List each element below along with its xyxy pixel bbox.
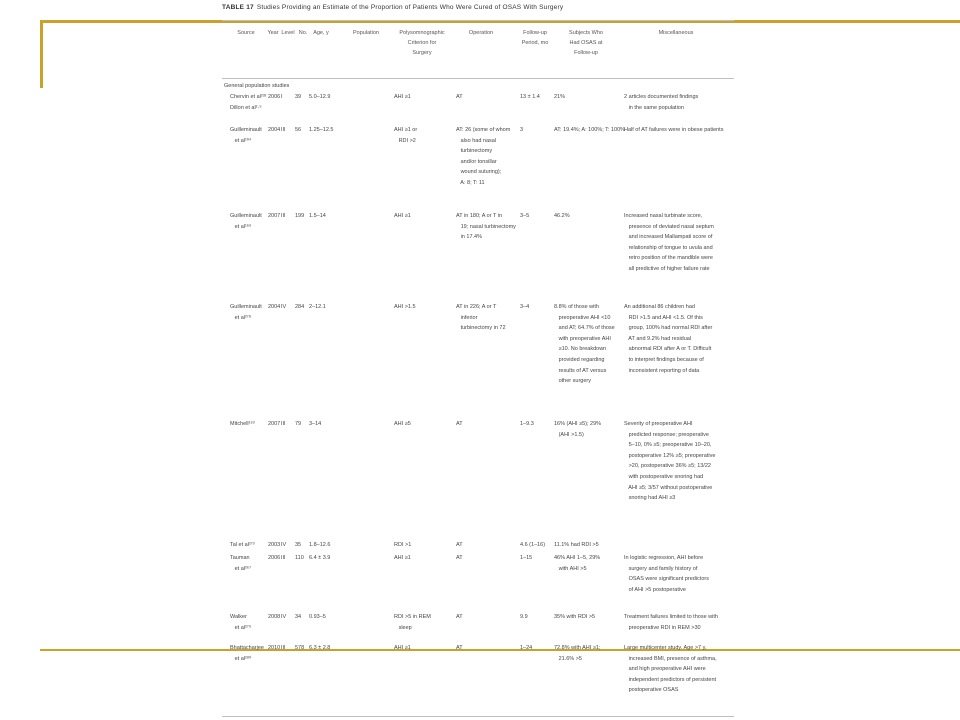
- cell-no: 39: [295, 94, 302, 100]
- cell-subjects: 8.8% of those with preoperative AHI <10 and AT; 64.7% of those with preoperative AHI ≥10. No breakdown provided regarding results of AT versus other surgery: [554, 304, 615, 385]
- cell-level: III: [281, 421, 286, 427]
- cell-criterion: AHI ≥1 or RDI >2: [394, 127, 418, 144]
- cell-criterion: AHI ≥5: [394, 421, 411, 427]
- cell-criterion: AHI ≥1: [394, 213, 411, 219]
- cell-operation: AT: [456, 421, 463, 427]
- cell-operation: AT: [456, 555, 463, 561]
- cell-level: III: [281, 127, 286, 133]
- header-no: No.: [298, 30, 308, 36]
- cell-age: 6.3 ± 2.8: [309, 645, 331, 651]
- cell-followup: 9.9: [520, 614, 528, 620]
- cell-subjects: 35% with RDI >5: [554, 614, 596, 620]
- cell-criterion: AHI ≥1: [394, 94, 411, 100]
- cell-followup: 13 ± 1.4: [520, 94, 540, 100]
- cell-subjects: 46.2%: [554, 213, 570, 219]
- cell-subjects: 21%: [554, 94, 566, 100]
- cell-level: IV: [281, 614, 287, 620]
- cell-age: 6.4 ± 3.9: [309, 555, 331, 561]
- cell-subjects: 11.1% had RDI >5: [554, 542, 599, 548]
- cell-followup: 1–9.3: [520, 421, 534, 427]
- cell-subjects: AT: 19.4%; A: 100%; T: 100%: [554, 127, 626, 133]
- cell-year: 2007: [268, 421, 281, 427]
- cell-year: 2008: [268, 614, 281, 620]
- cell-followup: 1–15: [520, 555, 533, 561]
- cell-no: 35: [295, 542, 302, 548]
- cell-source: Mitchell¹⁶³: [230, 421, 255, 427]
- header-age: Age, y: [313, 30, 329, 36]
- cell-misc: Increased nasal turbinate score, presence of deviated nasal septum and increased Mallampati score of relationship of tongue to uvula and retro position of the mandible were all predictive of higher failure rate: [624, 213, 714, 272]
- cell-level: III: [281, 645, 286, 651]
- cell-year: 2007: [268, 213, 281, 219]
- cell-followup: 3–4: [520, 304, 530, 310]
- cell-operation: AT in 180; A or T in 19; nasal turbinectomy in 17.4%: [456, 213, 516, 241]
- cell-misc: In logistic regression, AHI before surgery and family history of OSAS were significant predictors of AHI >5 postoperative: [624, 555, 709, 593]
- cell-level: IV: [281, 542, 287, 548]
- cell-source: Guilleminault et al¹⁰⁴: [230, 127, 262, 144]
- cell-year: 2010: [268, 645, 281, 651]
- cell-criterion: AHI ≥1: [394, 645, 411, 651]
- header-top-rule: [222, 20, 734, 21]
- cell-year: 2004: [268, 304, 281, 310]
- cell-criterion: RDI >1: [394, 542, 412, 548]
- table-title: Studies Providing an Estimate of the Proportion of Patients Who Were Cured of OSAS With Surgery: [256, 4, 564, 11]
- cell-no: 79: [295, 421, 302, 427]
- cell-age: 0.93–5: [309, 614, 326, 620]
- cell-operation: AT: [456, 645, 463, 651]
- cell-followup: 4.6 (1–16): [520, 542, 546, 548]
- cell-operation: AT in 226; A or T inferior turbinectomy in 72: [456, 304, 506, 332]
- cell-level: I: [281, 94, 283, 100]
- cell-no: 578: [295, 645, 305, 651]
- cell-source: Tal et al²⁷³: [230, 542, 255, 548]
- cell-age: 3–14: [309, 421, 322, 427]
- table-caption: [222, 4, 563, 11]
- slide-left-rule: [40, 20, 43, 88]
- header-criterion: Polysomnographic Criterion for Surgery: [399, 30, 445, 56]
- header-population: Population: [353, 30, 379, 36]
- cell-criterion: AHI >1.5: [394, 304, 416, 310]
- cell-source: Walker et al²⁷⁹: [230, 614, 252, 631]
- cell-source: Chervin et al²³² Dillon et al²·⁵: [230, 94, 267, 111]
- cell-criterion: AHI ≥1: [394, 555, 411, 561]
- cell-operation: AT: [456, 614, 463, 620]
- cell-year: 2004: [268, 127, 281, 133]
- cell-operation: AT: 26 (some of whom also had nasal turbinectomy and/or tonsillar wound suturing); A: 8; T: 11: [456, 127, 511, 186]
- header-year: Year: [267, 30, 279, 36]
- table-bottom-rule: [222, 716, 734, 717]
- cell-year: 2006: [268, 94, 281, 100]
- cell-age: 1.25–12.5: [309, 127, 334, 133]
- header-operation: Operation: [468, 30, 494, 36]
- cell-no: 110: [295, 555, 304, 561]
- header-followup: Follow-up Period, mo: [521, 30, 549, 46]
- cell-no: 199: [295, 213, 305, 219]
- cell-no: 56: [295, 127, 302, 133]
- cell-source: Bhattacharjee et al²⁸⁰: [230, 645, 264, 662]
- cell-misc: Treatment failures limited to those with preoperative RDI in REM >30: [624, 614, 718, 631]
- header-misc: Miscellaneous: [658, 30, 694, 36]
- header-source: Source: [237, 30, 255, 36]
- cell-criterion: RDI >5 in REM sleep: [394, 614, 431, 631]
- cell-followup: 3: [520, 127, 524, 133]
- section-label: General population studies: [224, 83, 290, 89]
- cell-level: IV: [281, 304, 287, 310]
- cell-misc: Large multicenter study. Age >7 y, increased BMI, presence of asthma, and high preoperative AHI were independent predictors of persistent postoperative OSAS: [624, 645, 717, 694]
- cell-subjects: 46% AHI 1–5, 29% with AHI >5: [554, 555, 601, 572]
- cell-followup: 1–24: [520, 645, 533, 651]
- header-subjects: Subjects Who Had OSAS at Follow-up: [569, 30, 603, 56]
- cell-operation: AT: [456, 94, 463, 100]
- cell-year: 2006: [268, 555, 281, 561]
- cell-operation: AT: [456, 542, 463, 548]
- cell-level: III: [281, 213, 286, 219]
- cell-level: III: [281, 555, 286, 561]
- cell-misc: An additional 86 children had RDI >1.5 and AHI <1.5. Of this group, 100% had normal RDI after AT and 9.2% had residual abnormal RDI after A or T. Difficult to interpret findings because of inconsistent reporting of data: [624, 304, 713, 374]
- cell-no: 284: [295, 304, 305, 310]
- cell-age: 2–12.1: [309, 304, 326, 310]
- cell-source: Tauman et al²⁶⁷: [230, 555, 252, 572]
- header-bottom-rule: [222, 78, 734, 79]
- cell-year: 2003: [268, 542, 281, 548]
- cell-age: 1.8–12.6: [309, 542, 331, 548]
- table-number: TABLE 17: [222, 4, 254, 11]
- cell-source: Guilleminault et al¹⁶⁶: [230, 213, 262, 230]
- header-level: Level: [281, 30, 295, 36]
- cell-age: 5.0–12.9: [309, 94, 331, 100]
- cell-misc: Half of AT failures were in obese patients: [624, 127, 724, 133]
- cell-followup: 3–5: [520, 213, 530, 219]
- cell-no: 34: [295, 614, 302, 620]
- cell-subjects: 72.8% with AHI ≥1; 21.6% >5: [554, 645, 601, 662]
- cell-misc: 2 articles documented findings in the same population: [624, 94, 699, 111]
- cell-source: Guilleminault et al²⁷⁸: [230, 304, 262, 321]
- cell-subjects: 16% (AHI ≥5); 29% (AHI >1.5): [554, 421, 602, 438]
- cell-age: 1.5–14: [309, 213, 326, 219]
- cell-misc: Severity of preoperative AHI predicted response; preoperative 5–10, 0% ≥5; preoperative 10–20, postoperative 12% ≥5; preoperative >20, postoperative 36% ≥5; 13/22 with postoperative snoring had AHI ≥5; 3/57 without postoperative snoring had AHI ≥3: [624, 421, 716, 502]
